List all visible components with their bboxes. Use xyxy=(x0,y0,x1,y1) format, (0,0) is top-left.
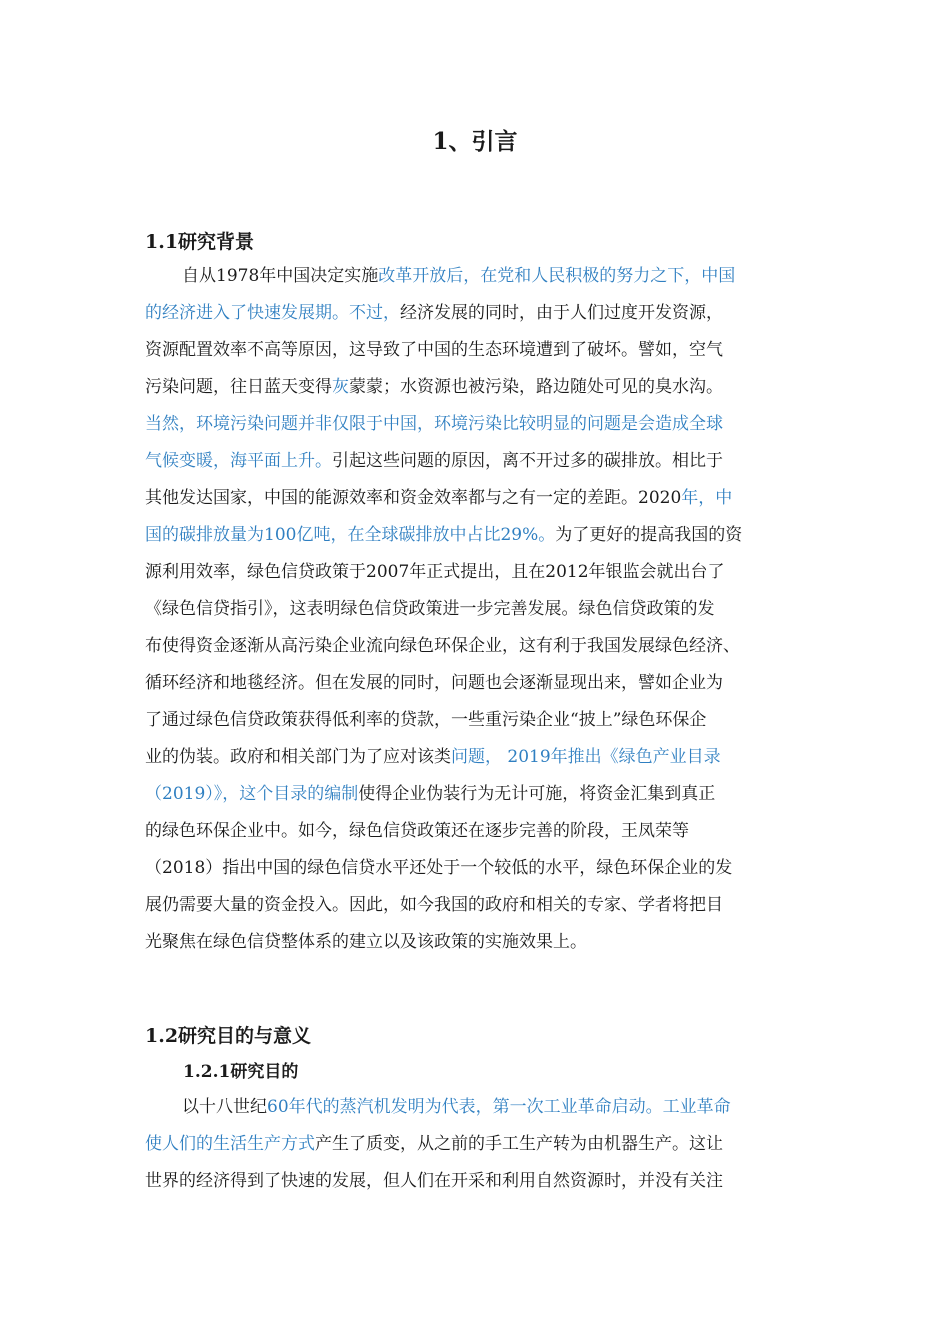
body-text: 蒙蒙；水资源也被污染，路边随处可见的臭水沟。 xyxy=(349,377,723,397)
body-text: 污染问题，往日蓝天变得 xyxy=(145,377,332,397)
body-text: 以十八世纪 xyxy=(182,1097,267,1117)
highlighted-text: 使人们的生活生产方式 xyxy=(145,1134,315,1154)
highlighted-text: 环境污染问题并非仅限于中国，环境污染比较明显的问题是会造成全球 xyxy=(196,414,723,434)
highlighted-text: 灰 xyxy=(332,377,349,397)
section-1-1-paragraph xyxy=(145,258,810,961)
text-line xyxy=(145,850,810,887)
text-line xyxy=(145,887,810,924)
chapter-title: 1、引言 xyxy=(432,128,518,155)
text-line xyxy=(145,739,810,776)
body-text: 《绿色信贷指引》，这表明绿色信贷政策进一步完善发展。绿色信贷政策的发 xyxy=(145,599,715,619)
text-line xyxy=(145,1089,810,1126)
body-text: 世界的经济得到了快速的发展，但人们在开采和利用自然资源时，并没有关注 xyxy=(145,1171,723,1191)
text-line xyxy=(145,295,810,332)
text-line xyxy=(145,924,810,961)
subsection-heading-1-2-1: 1.2.1研究目的 xyxy=(183,1062,299,1082)
highlighted-text: 气候变暖，海平面上升。 xyxy=(145,451,332,471)
highlighted-text: 当然， xyxy=(145,414,196,434)
body-text: 光聚焦在绿色信贷整体系的建立以及该政策的实施效果上。 xyxy=(145,932,587,952)
text-line xyxy=(145,1163,810,1200)
text-line xyxy=(145,591,810,628)
body-text: 产生了质变，从之前的手工生产转为由机器生产。这让 xyxy=(315,1134,723,1154)
text-line xyxy=(145,369,810,406)
text-line xyxy=(145,776,810,813)
body-text: 自从1978年中国决定实施 xyxy=(182,266,379,286)
text-line xyxy=(145,258,810,295)
text-line xyxy=(145,1126,810,1163)
highlighted-text: （2019）》，这个目录的编制 xyxy=(145,784,359,804)
text-line xyxy=(145,443,810,480)
body-text: （2018）指出中国的绿色信贷水平还处于一个较低的水平，绿色环保企业的发 xyxy=(145,858,733,878)
section-1-2-1-paragraph xyxy=(145,1089,810,1200)
highlighted-text: 60年代的蒸汽机发明为代表，第一次工业革命启动。工业革命 xyxy=(267,1097,731,1117)
body-text: 引起这些问题的原因，离不开过多的碳排放。相比于 xyxy=(332,451,723,471)
highlighted-text: 的经济进入了快速发展期。不过， xyxy=(145,303,400,323)
text-line xyxy=(145,332,810,369)
text-line xyxy=(145,702,810,739)
body-text: 为了更好的提高我国的资 xyxy=(555,525,743,545)
text-line xyxy=(145,665,810,702)
section-heading-1-2: 1.2研究目的与意义 xyxy=(145,1025,312,1047)
body-text: 业的伪装。政府和相关部门为了应对该类 xyxy=(145,747,451,767)
text-line xyxy=(145,406,810,443)
body-text: 源利用效率，绿色信贷政策于2007年正式提出，且在2012年银监会就出台了 xyxy=(145,562,725,582)
text-line xyxy=(145,517,810,554)
body-text: 资源配置效率不高等原因，这导致了中国的生态环境遭到了破坏。譬如，空气 xyxy=(145,340,723,360)
body-text: 经济发展的同时，由于人们过度开发资源， xyxy=(400,303,723,323)
body-text: 循环经济和地毯经济。但在发展的同时，问题也会逐渐显现出来，譬如企业为 xyxy=(145,673,723,693)
text-line xyxy=(145,554,810,591)
body-text: 的绿色环保企业中。如今，绿色信贷政策还在逐步完善的阶段，王凤荣等 xyxy=(145,821,689,841)
text-line xyxy=(145,628,810,665)
text-line xyxy=(145,480,810,517)
section-heading-1-1: 1.1研究背景 xyxy=(145,231,255,253)
body-text: 展仍需要大量的资金投入。因此，如今我国的政府和相关的专家、学者将把目 xyxy=(145,895,723,915)
text-line xyxy=(145,813,810,850)
highlighted-text: 改革开放后，在党和人民积极的努力之下，中国 xyxy=(378,266,736,286)
body-text: 布使得资金逐渐从高污染企业流向绿色环保企业，这有利于我国发展绿色经济、 xyxy=(145,636,740,656)
highlighted-text: 年，中 xyxy=(681,488,733,508)
highlighted-text: 问题， 2019年推出《绿色产业目录 xyxy=(451,747,721,767)
body-text: 使得企业伪装行为无计可施，将资金汇集到真正 xyxy=(358,784,716,804)
body-text: 了通过绿色信贷政策获得低利率的贷款，一些重污染企业“披上”绿色环保企 xyxy=(145,710,707,730)
highlighted-text: 国的碳排放量为100亿吨，在全球碳排放中占比29%。 xyxy=(145,525,556,545)
body-text: 其他发达国家，中国的能源效率和资金效率都与之有一定的差距。2020 xyxy=(145,488,682,508)
